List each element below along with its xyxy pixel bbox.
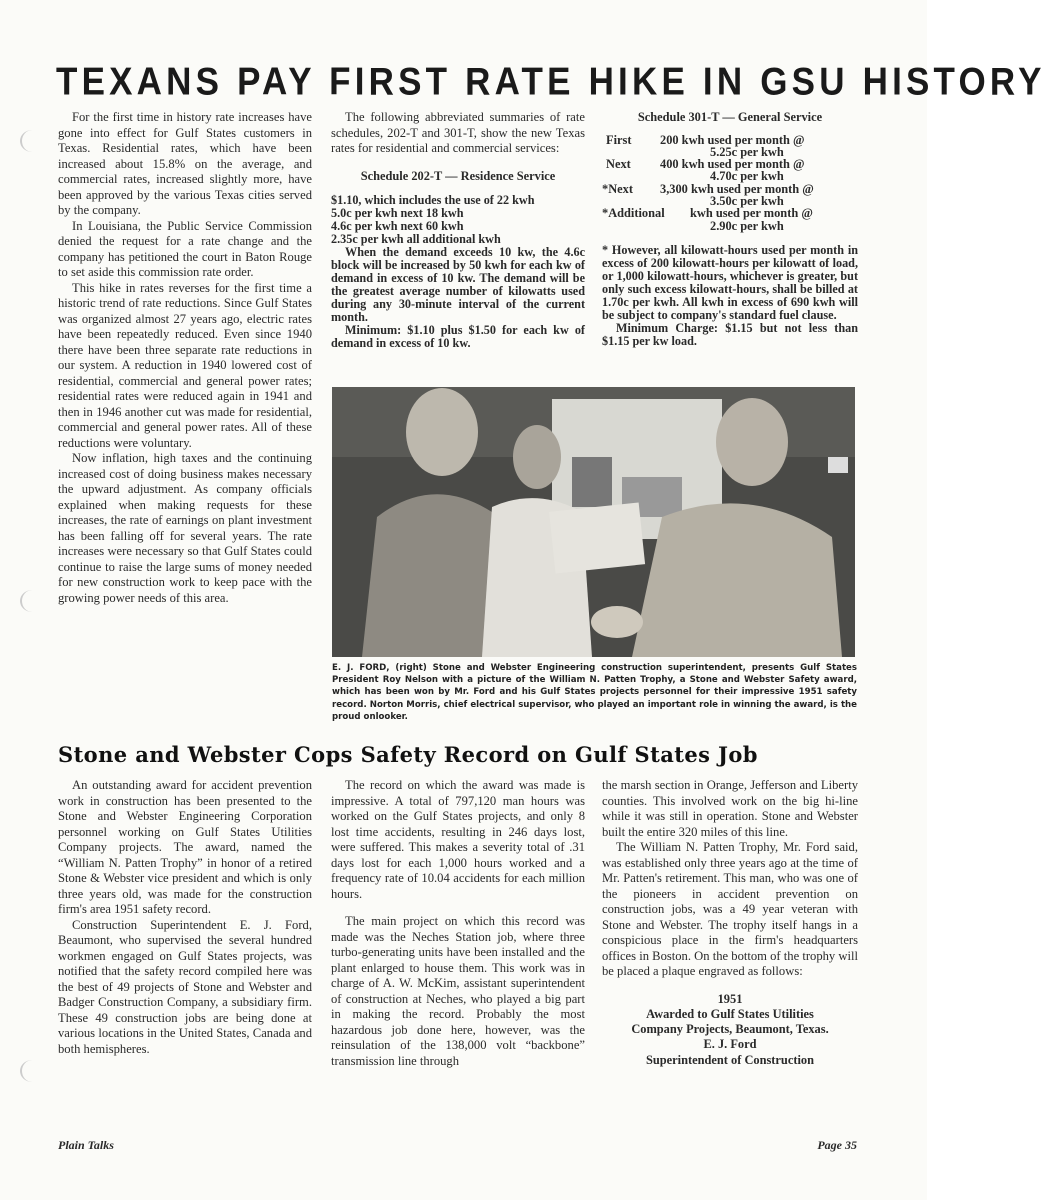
minimum-note: Minimum: $1.10 plus $1.50 for each kw of demand in excess of 10 kw.	[331, 323, 585, 350]
rate-label: *Additional	[602, 206, 665, 221]
article-title: TEXANS PAY FIRST RATE HIKE IN GSU HISTORY	[56, 60, 1046, 104]
photo-caption: E. J. FORD, (right) Stone and Webster Engineering construction superintendent, presents Gulf States President Roy Nelson with a picture of the William N. Patten Trophy, a Stone and Webster Safety award, which has been won by Mr. Ford and his Gulf States projects personnel for their impressive 1951 safety record. Norton Morris, chief electrical supervisor, who played an important role in winning the award, is the proud onlooker.	[332, 663, 857, 722]
plaque-line: E. J. Ford	[703, 1037, 757, 1052]
article1-column-middle	[331, 110, 585, 350]
paragraph: The following abbreviated summaries of rate schedules, 202-T and 301-T, show the new Texas rates for residential and commercial services:	[331, 110, 585, 155]
paragraph: Now inflation, high taxes and the continuing increased cost of doing business makes necessary the upward adjustment. As company officials explained when making requests for these increases, the rate of earnings on plant investment has been falling off for several years. The rate increases were necessary so that Gulf States could continue to raise the large sums of money needed for new construction work to keep pace with the growing power needs of this area.	[58, 451, 312, 605]
rate-price: 4.70c per kwh	[710, 169, 784, 184]
paragraph: the marsh section in Orange, Jefferson and Liberty counties. This involved work on the big hi-line while it was still in operation. Stone and Webster built the entire 320 miles of this line.	[602, 778, 858, 839]
rate-line: $1.10, which includes the use of 22 kwh	[331, 193, 535, 207]
schedule-301-heading: Schedule 301-T — General Service	[637, 110, 823, 124]
rate-value: 200 kwh used per month @	[660, 132, 805, 147]
schedule-202-heading: Schedule 202-T — Residence Service	[360, 168, 556, 183]
article2-column-2	[331, 778, 585, 1069]
page-number: Page 35	[817, 1138, 857, 1152]
rate-value: 400 kwh used per month @	[660, 157, 805, 172]
article2-column-3	[602, 778, 858, 1068]
paragraph: The record on which the award was made is impressive. A total of 797,120 man hours was worked on the Gulf States projects, and only 8 lost time accidents, resulting in 246 days lost, were suffered. This makes a severity total of .31 days lost for each 1,000 hours worked and a frequency rate of 10.04 accidents for each million hours.	[331, 778, 585, 901]
paragraph: The main project on which this record was made was the Neches Station job, where three turbo-generating units have been installed and the plant enlarged to house them. This work was in charge of A. W. McKim, assistant superintendent of construction at Neches, who played a big part in making the record. Probably the most hazardous job done here, however, was the reinsulation of the 138,000 volt “backbone” transmission line through	[331, 914, 585, 1068]
paragraph: In Louisiana, the Public Service Commission denied the request for a rate change and the company has petitioned the court in Baton Rouge to set aside this commission rate order.	[58, 218, 312, 279]
schedule-301-notes	[602, 244, 858, 348]
article2-column-1	[58, 778, 312, 1057]
plaque-line: Awarded to Gulf States Utilities	[646, 1006, 814, 1021]
rate-label: *Next	[602, 181, 633, 196]
binding-hole-mark	[20, 1060, 44, 1082]
rate-line: 2.35c per kwh all additional kwh	[331, 232, 501, 246]
paragraph: The William N. Patten Trophy, Mr. Ford said, was established only three years ago at the time of Mr. Patten's retirement. This man, who was one of the pioneers in accident prevention on construction jobs, was a 49 year veteran with Stone and Webster. The trophy itself hangs in a conspicious place in the firm's headquarters offices in Boston. On the bottom of the trophy will be placed a plaque engraved as follows:	[602, 840, 858, 978]
paragraph: For the first time in history rate increases have gone into effect for Gulf States customers in Texas. Residential rates, which have been increased about 15.8% on the average, and commercial rates, increased slightly more, have been approved by the various Texas cities served by the company.	[58, 110, 312, 217]
plaque-line: Superintendent of Construction	[646, 1052, 814, 1067]
paragraph: An outstanding award for accident prevention work in construction has been presented to the Stone and Webster Engineering Corporation personnel working on Gulf States Utilities Company projects. The award, named the “William N. Patten Trophy” in honor of a retired Stone & Webster vice president and which is only three years old, was made for the construction firm's area 1951 safety record.	[58, 778, 312, 916]
paragraph: Construction Superintendent E. J. Ford, Beaumont, who supervised the several hundred workmen engaged on Gulf States projects, was notified that the safety record compiled here was the best of 49 projects of Stone and Webster and Badger Construction Company, a subsidiary firm. These 49 construction jobs are being done at various locations in the United States, Canada and both hemispheres.	[58, 917, 312, 1056]
rate-label: First	[606, 132, 632, 147]
rate-value: 3,300 kwh used per month @	[660, 181, 814, 196]
schedule-202-rates	[331, 194, 585, 350]
schedule-301-table	[602, 134, 858, 232]
rate-line: 4.6c per kwh next 60 kwh	[331, 219, 464, 233]
rate-value: kwh used per month @	[690, 206, 813, 221]
photo-illustration	[332, 387, 855, 657]
award-photo	[332, 387, 855, 657]
article1-column-left	[58, 110, 312, 606]
rate-line: 5.0c per kwh next 18 kwh	[331, 206, 464, 220]
publication-name: Plain Talks	[58, 1138, 114, 1152]
binding-hole-mark	[20, 130, 44, 152]
paragraph: This hike in rates reverses for the first time a historic trend of rate reductions. Since Gulf States was organized almost 27 years ago, electric rates have been repeatedly reduced. Even since 1940 there have been three separate rate reductions in our system. A reduction in 1940 lowered cost of residential, commercial and general power rates; residential rates were reduced again in 1941 and then in 1946 another cut was made for residential, commercial and general power rates. All of these reductions were voluntary.	[58, 280, 312, 450]
rate-price: 2.90c per kwh	[710, 218, 784, 233]
plaque-line: Company Projects, Beaumont, Texas.	[631, 1022, 829, 1037]
minimum-charge: Minimum Charge: $1.15 but not less than $1.15 per kw load.	[602, 320, 858, 348]
plaque-line: 1951	[717, 991, 743, 1006]
demand-note: When the demand exceeds 10 kw, the 4.6c block will be increased by 50 kwh for each kw of demand in excess of 10 kw. The demand will be the greatest average number of kilowatts used during any 30-minute interval of the current month.	[331, 245, 585, 324]
rate-label: Next	[606, 157, 631, 172]
article2-title: Stone and Webster Cops Safety Record on Gulf States Job	[58, 742, 758, 767]
binding-hole-mark	[20, 590, 44, 612]
plaque-inscription	[602, 992, 858, 1068]
rate-price: 3.50c per kwh	[710, 193, 784, 208]
footnote: * However, all kilowatt-hours used per month in excess of 200 kilowatt-hours per kilowatt of load, or 1,000 kilowatt-hours, whichever is greater, but only such excess kilowatt-hours, shall be billed at 1.70c per kwh. All kwh in excess of 690 kwh will be subject to company's standard fuel clause.	[602, 242, 858, 322]
rate-price: 5.25c per kwh	[710, 144, 784, 159]
article1-column-right	[602, 110, 858, 348]
